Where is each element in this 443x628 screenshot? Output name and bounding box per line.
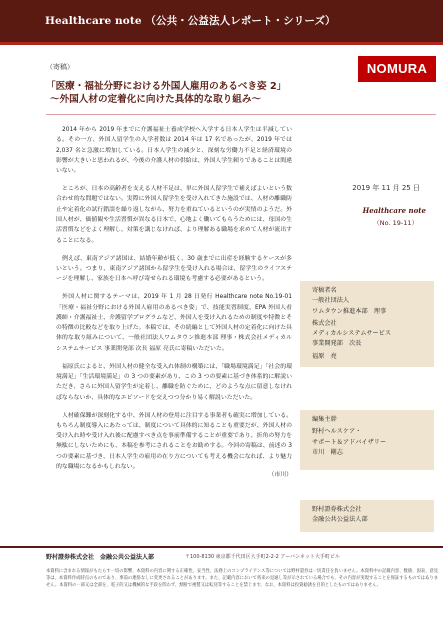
publisher-box (300, 500, 434, 532)
disclaimer: 本資料に含まれる情報がもたらす一切の影響、本資料の内容に関する正確性、妥当性、法務上のコンプライアンス等については野村證券は一切責任を負いません。本資料中の記載内容、数値、図表、意見等は、本資料作成時点のものであり、事前の連絡なしに変更されることがあります。また、記載内容において将来の見通し等が示されている場合でも、その内容が実現することを保証するものではありません。本資料の一部又は全部を、電子的又は機械的な手段を問わず、無断で複製又は転送等することを禁じます。なお、本資料は投資勧誘を目的としたものではありません。 (46, 569, 438, 588)
series-title: Healthcare note （公共・公益法人レポート・シリーズ） (45, 15, 336, 27)
author-initial: （市川） (268, 472, 292, 479)
contributor-line: メディカルシステムサービス (312, 330, 392, 338)
publisher-text (312, 505, 368, 526)
publisher-line: 金融公共公益法人部 (312, 516, 368, 524)
report-title (46, 80, 346, 106)
editor-line: サポート＆アドバイザリー (312, 438, 387, 446)
footer-organization: 野村證券株式会社 金融公共公益法人部 (46, 554, 155, 561)
logo-text: NOMURA (366, 61, 428, 76)
publisher-line: 野村證券株式会社 (312, 506, 362, 513)
paragraph: 例えば、東南アジア諸国は、結婚年齢が低く、30 歳までに出産を経験するケースが多いという。つまり、東南アジア諸国から留学生を受け入れる場合は、留学生のライフステージを理解し、家族を日本へ呼び寄せられる環境も考慮する必要があるという。 (56, 255, 292, 283)
contributor-line: 一般社団法人 (312, 297, 350, 305)
contributor-line: ワムタウン推進本部 理事 (312, 307, 387, 315)
paragraph: ところが、日本の高齢者を支える人材不足は、単に外国人留学生で補えばよいという数合わせ的な問題ではない。実際に外国人留学生を受け入れてきた施設では、人材の離職防止や定着化の試行錯誤を繰り返しながら、努力を重ねているというのが実情のようだ。外国人材が、価値観や生活習慣が異なる日本で、心地よく働いてもらうためには、母国の生活習慣などをよく理解し、対策を講じなければ、より理解ある職場を求めて人材が流出することになる。 (56, 186, 292, 244)
footer-address: 〒100-8130 東京都千代田区大手町2-2-2 アーバンネット大手町ビル (185, 554, 340, 560)
contribution-label: （寄稿） (46, 63, 74, 71)
editor-box (300, 410, 434, 470)
report-header (0, 0, 443, 42)
nomura-logo (358, 56, 436, 82)
editor-line: 編集主幹 (312, 416, 337, 423)
contributor-line: 株式会社 (312, 319, 337, 327)
contributor-line: 寄稿者名 (312, 287, 337, 294)
editor-line: 野村ヘルスケア・ (312, 428, 362, 436)
title-divider (46, 114, 436, 115)
editor-line: 市川 剛志 (312, 448, 343, 456)
paragraph: 2014 年から 2019 年までに介護福祉士養成学校へ入学する日本人学生は半減している。その一方、外国人留学生の入学者数は 2014 年は 17 名であったが、2019 年では 2,037 名と急激に増加している。日本人学生の減少と、深刻な労働力不足と経済環境の影響が大きいと思われるが、今後の介護人材の供給は、外国人学生頼りであることは間違いない。 (56, 127, 292, 175)
contributor-box (300, 281, 434, 367)
issue-number: （No. 19-11） (373, 219, 418, 227)
paragraph: 外国人材に関するテーマは、2019 年 1 月 28 日発行 Healthcare note No.19-01「医療・福祉分野における外国人雇用のあるべき姿」で、技能実習制度、EPA 外国人看護師・介護福祉士、介護留学プログラムなど、外国人を受け入れるための制度や特徴とその特徴の比較などを取り上げた。本稿では、その続編として外国人材の定着化に向けた具体的な取り組みについて、一般社団法人ワムタウン推進本部 理事・株式会社メディカルシステムサービス 事業開発部 次長 福原 亮氏に寄稿いただいた。 (56, 294, 292, 352)
main-title: 「医療・福祉分野における外国人雇用のあるべき姿 2」 (46, 81, 287, 92)
sidebar-series-name: Healthcare note (362, 206, 426, 215)
contributor-text (312, 286, 391, 362)
contributor-line: 福原 亮 (312, 352, 337, 360)
paragraph: 福原氏によると、外国人材の健全な受入れ体制の構築には、「職場環境満足」「社会的環境満足」「生活環境満足」の 3 つの要素があり、この 3 つの要素に基づき体系的に解説いただき、さらに外国人留学生が定着し、離職を防ぐために、どのような点に留意しなければならないか、具体的なエピソードを交えつつ分かり易く解説いただいた。 (56, 363, 292, 401)
editor-text (312, 415, 386, 458)
subtitle: ～外国人材の定着化に向けた具体的な取り組み～ (50, 94, 262, 105)
publication-date: 2019 年 11 月 25 日 (352, 184, 420, 192)
paragraph: 人材確保難が深刻化する中、外国人材の登用に注目する事業者も確実に増加している。もちろん制度導入にあたっては、制度について具体的に知ることも重要だが、外国人材の受け入れ時や受け入れ後に配慮すべき点を事前準備することが重要であり、折角の努力を無駄にしないためにも、本稿を参考にされることをお勧めする。今回の寄稿は、前述の 3 つの要素に基づき、日本人学生の雇用の在り方についても考える機会になれば、より魅力的な職場になるかもしれない。 (56, 412, 292, 471)
article-body (56, 125, 292, 488)
contributor-line: 事業開発部 次長 (312, 340, 362, 348)
header-accent-bar (0, 42, 443, 45)
footer-divider (0, 546, 443, 548)
